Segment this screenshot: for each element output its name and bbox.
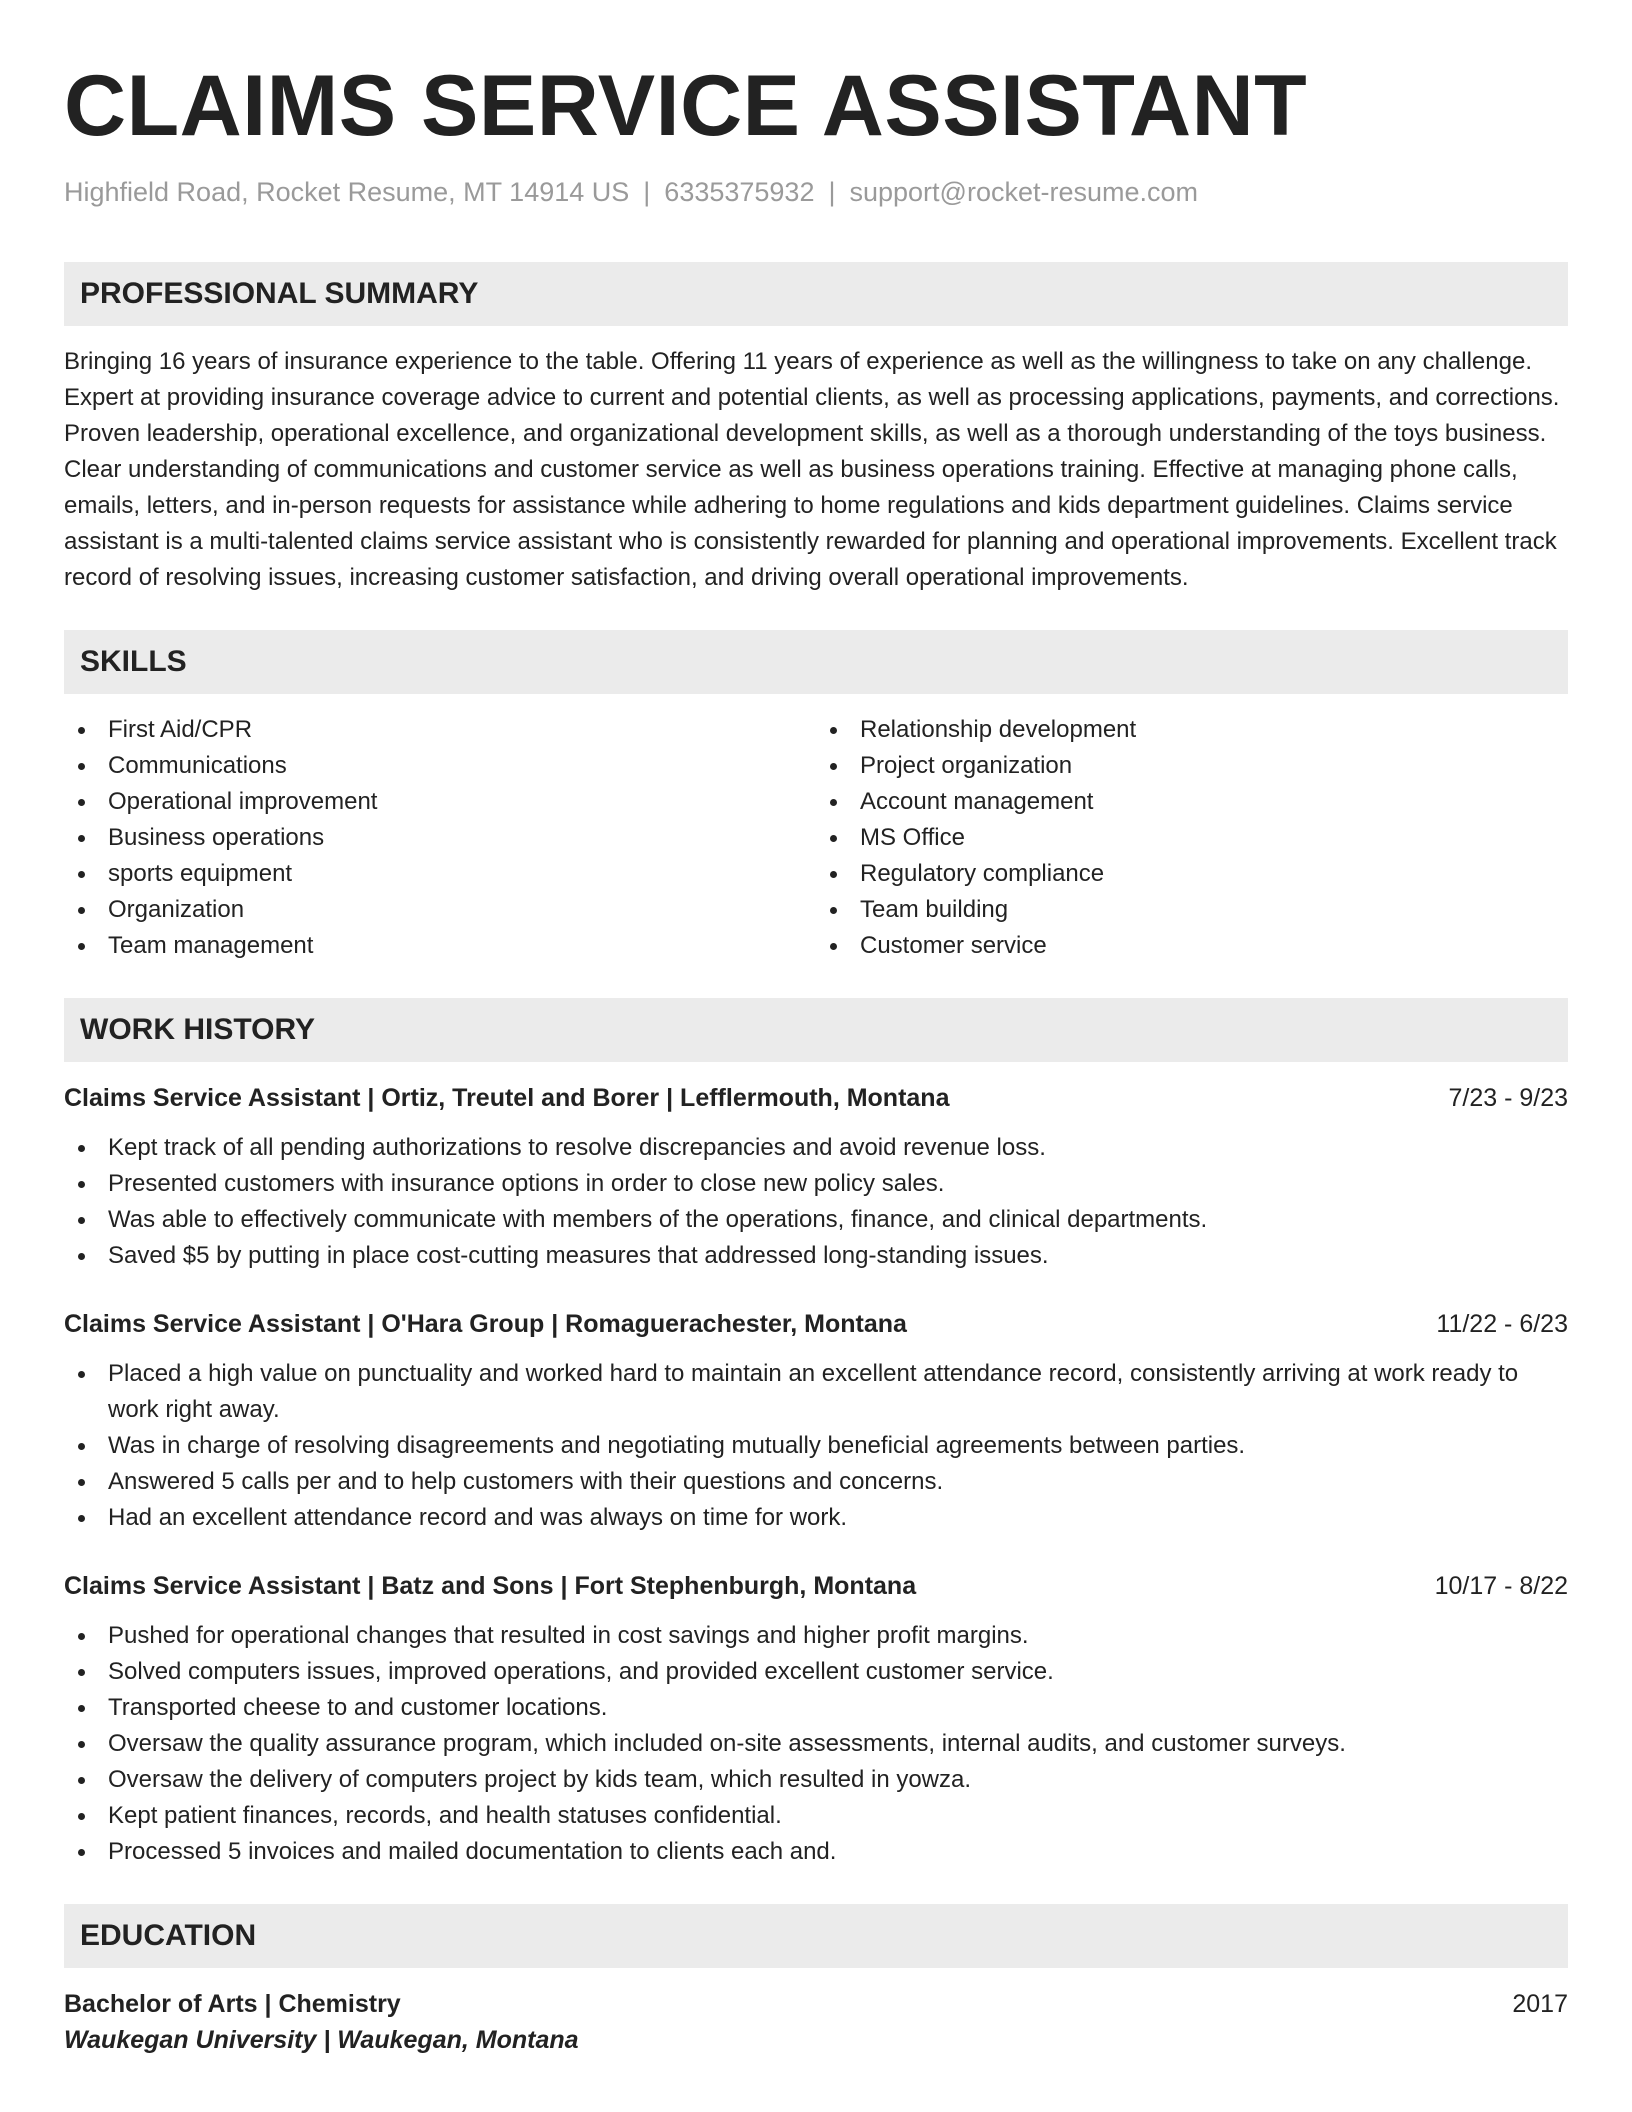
skill-item: Organization (64, 892, 816, 928)
contact-separator: | (643, 177, 651, 207)
job-title: Claims Service Assistant | Ortiz, Treutel and Borer | Lefflermouth, Montana (64, 1084, 950, 1112)
job-header (64, 1080, 1568, 1116)
job-bullet: Transported cheese to and customer locations. (64, 1690, 1568, 1726)
skills-list (64, 712, 1568, 964)
skill-item: First Aid/CPR (64, 712, 816, 748)
education-year: 2017 (1512, 1990, 1568, 2018)
skill-item: Operational improvement (64, 784, 816, 820)
job-bullets (64, 1356, 1568, 1536)
job-bullet: Oversaw the quality assurance program, which included on-site assessments, internal audits, and customer surveys. (64, 1726, 1568, 1762)
contact-separator: | (828, 177, 836, 207)
skill-item: Business operations (64, 820, 816, 856)
job-bullet: Kept patient finances, records, and health statuses confidential. (64, 1798, 1568, 1834)
skill-item: Team building (816, 892, 1568, 928)
education-heading: EDUCATION (64, 1904, 1568, 1968)
job-bullet: Had an excellent attendance record and was always on time for work. (64, 1500, 1568, 1536)
job-bullet: Kept track of all pending authorizations to resolve discrepancies and avoid revenue loss. (64, 1130, 1568, 1166)
skill-item: Customer service (816, 928, 1568, 964)
job-dates: 7/23 - 9/23 (1448, 1084, 1568, 1112)
skills-heading: SKILLS (64, 630, 1568, 694)
education-degree: Bachelor of Arts | Chemistry (64, 1990, 401, 2018)
job-bullet: Was able to effectively communicate with members of the operations, finance, and clinical departments. (64, 1202, 1568, 1238)
skills-column-right (816, 712, 1568, 964)
summary-text: Bringing 16 years of insurance experience to the table. Offering 11 years of experience as well as the willingness to take on any challenge. Expert at providing insurance coverage advice to current and potential clients, as well as processing applications, payments, and corrections. Proven leadership, operational excellence, and organizational development skills, as well as a thorough understanding of the toys business. Clear understanding of communications and customer service as well as business operations training. Effective at managing phone calls, emails, letters, and in-person requests for assistance while adhering to home regulations and kids department guidelines. Claims service assistant is a multi-talented claims service assistant who is consistently rewarded for planning and operational improvements. Excellent track record of resolving issues, increasing customer satisfaction, and driving overall operational improvements. (64, 348, 1560, 591)
contact-line (64, 174, 1568, 210)
job-bullet: Was in charge of resolving disagreements and negotiating mutually beneficial agreements between parties. (64, 1428, 1568, 1464)
job-bullet: Answered 5 calls per and to help customers with their questions and concerns. (64, 1464, 1568, 1500)
skills-column-left (64, 712, 816, 964)
job-title: Claims Service Assistant | Batz and Sons | Fort Stephenburgh, Montana (64, 1572, 917, 1600)
job-entry (64, 1568, 1568, 1870)
job-bullet: Processed 5 invoices and mailed documentation to clients each and. (64, 1834, 1568, 1870)
job-dates: 10/17 - 8/22 (1434, 1572, 1568, 1600)
skill-item: Project organization (816, 748, 1568, 784)
job-bullets (64, 1130, 1568, 1274)
job-bullet: Placed a high value on punctuality and worked hard to maintain an excellent attendance record, consistently arriving at work ready to work right away. (64, 1356, 1568, 1428)
job-bullet: Presented customers with insurance options in order to close new policy sales. (64, 1166, 1568, 1202)
skill-item: Team management (64, 928, 816, 964)
job-bullets (64, 1618, 1568, 1870)
contact-email: support@rocket-resume.com (849, 177, 1199, 207)
job-bullet: Oversaw the delivery of computers project by kids team, which resulted in yowza. (64, 1762, 1568, 1798)
job-bullet: Solved computers issues, improved operations, and provided excellent customer service. (64, 1654, 1568, 1690)
job-bullet: Saved $5 by putting in place cost-cutting measures that addressed long-standing issues. (64, 1238, 1568, 1274)
education-school: Waukegan University | Waukegan, Montana (64, 2026, 579, 2054)
job-entry (64, 1080, 1568, 1274)
skill-item: Regulatory compliance (816, 856, 1568, 892)
job-header (64, 1568, 1568, 1604)
skill-item: MS Office (816, 820, 1568, 856)
job-entry (64, 1306, 1568, 1536)
skill-item: Account management (816, 784, 1568, 820)
education-header (64, 1986, 1568, 2022)
job-dates: 11/22 - 6/23 (1436, 1310, 1568, 1338)
work-history-heading: WORK HISTORY (64, 998, 1568, 1062)
job-title: Claims Service Assistant | O'Hara Group | Romaguerachester, Montana (64, 1310, 907, 1338)
contact-address: Highfield Road, Rocket Resume, MT 14914 US (64, 177, 630, 207)
summary-heading: PROFESSIONAL SUMMARY (64, 262, 1568, 326)
candidate-title: CLAIMS SERVICE ASSISTANT (64, 58, 1308, 154)
skill-item: Relationship development (816, 712, 1568, 748)
skill-item: Communications (64, 748, 816, 784)
job-header (64, 1306, 1568, 1342)
skill-item: sports equipment (64, 856, 816, 892)
job-bullet: Pushed for operational changes that resulted in cost savings and higher profit margins. (64, 1618, 1568, 1654)
contact-phone: 6335375932 (664, 177, 815, 207)
